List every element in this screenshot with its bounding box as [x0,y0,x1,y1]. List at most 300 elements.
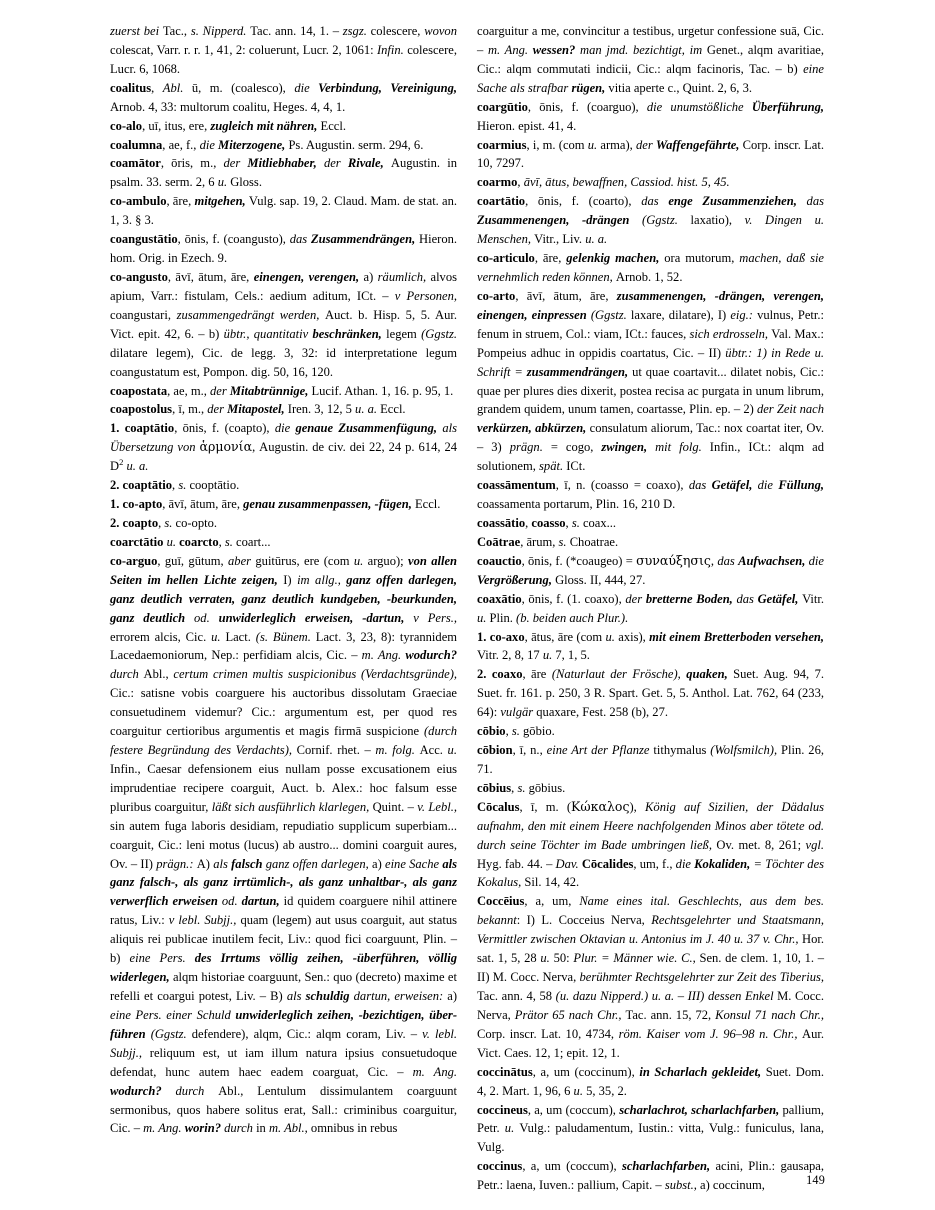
text-run-hw: Coccēius [477,894,525,909]
text-run-rm: Gloss. II, 444, 27. [555,572,646,587]
text-run-rm: , [172,478,179,493]
text-run-rm: Corp. inscr. Lat. 10, 4734, [477,1026,619,1041]
text-run-it: berühmter Rechtsgelehrter zur Zeit des Tiberius, [579,970,824,985]
text-run-rm: , ōnis, f. (coarto), [525,194,642,209]
text-run-hw: coapostolus [110,402,173,417]
dictionary-entry [477,22,824,98]
text-run-it: mit folg. [655,440,710,455]
text-run-rm: , ārum, [520,534,559,549]
text-run-rm: axis), [618,629,650,644]
text-run-rm: Plin. 26, 71. [477,743,824,776]
text-run-it: der [210,383,230,398]
dictionary-entry [477,628,824,666]
text-run-rm: in [256,1121,269,1136]
text-run-rm: ū, m. (coalesco), [191,80,295,95]
dictionary-entry [477,1101,824,1158]
text-run-bi: ganz offen darlegen, ganz deutlich verraten, ganz deutlich kundgeben, -beurkunden, ganz deutlich [110,572,457,625]
text-run-bi: Vergrößerung, [477,572,556,587]
text-run-rm: = cogo, [550,440,602,455]
text-run-it: der [323,156,348,171]
page-number: 149 [806,1173,825,1187]
text-run-rm: arma), [600,137,636,152]
text-run-rm: defendere), alqm, Cic.: alqm coram, Liv. – [191,1026,423,1041]
text-run-rm: , āvī, ātum, āre, [162,497,244,512]
text-run-it: als [213,856,232,871]
text-run-bi: Füllung, [778,478,824,493]
dictionary-entry [477,533,824,552]
text-run-it: Dav. [555,856,582,871]
text-run-bi: Zusammendrängen, [310,232,420,247]
text-run-gk: συναύξησις [636,552,711,568]
dictionary-entry [110,552,457,1139]
text-run-bi: von allen Seiten im hellen Lichte zeigen, [110,553,457,587]
text-run-hw: coangustātio [110,232,178,247]
text-run-it: die [274,421,296,436]
text-run-hw: co-angusto [110,269,168,284]
text-run-it: v Pers., [413,610,457,625]
text-run-bi: Mitliebhaber, [247,156,324,171]
dictionary-entry [110,22,457,79]
text-run-rm: Plin. [489,610,517,625]
text-run-sup: 2 [119,457,124,468]
text-run-rm: A) [196,856,214,871]
text-run-rm: alvos apium, Varr.: fistulam, Cels.: aedium aditum, ICt. – [110,269,457,303]
text-run-hw: 1. co-apto [110,497,163,512]
text-run-rm: gōbio. [523,724,555,739]
dictionary-entry [110,495,457,514]
text-run-rm: alqm historiae coarguunt, Sen.: quo (decreto) maxime et refelli et coargui potest, Liv. – B) [110,970,457,1004]
text-run-rm: I) [283,572,298,587]
text-run-rm: , a, um (coccum), [522,1159,622,1174]
text-run-rm: Lucif. Athan. 1, 16. p. 95, 1. [311,383,454,398]
text-run-it: durch [110,667,144,682]
text-run-it: s. [224,534,237,549]
text-run-it: als Übersetzung von [110,421,457,455]
text-run-it: v. lebl. Subjj., [110,1026,457,1060]
text-run-rm: Vulg. sap. 19, 2. Claud. Mam. de stat. an. 1, 3. § 3. [110,194,457,228]
text-run-it: eine Sache als strafbar [477,61,824,95]
text-run-rm: , ōnis, f. (1. coaxo), [521,591,626,606]
text-run-rm: consulatum aliorum, Tac.: nox coartat iter, Ov. – 3) [477,421,824,455]
text-run-it: u. [605,629,619,644]
text-run-rm: , a, um (coccinum), [532,1064,640,1079]
text-run-bi: zusammendrängen, [526,364,633,379]
dictionary-entry [477,722,824,741]
text-run-hw: Cōcalus [477,799,520,814]
text-run-it: durch [224,1121,257,1136]
text-run-it: m. Ang. [412,1064,457,1079]
text-run-rm: , a, um, [524,894,580,909]
text-run-rm: Iren. 3, 12, 5 [287,402,356,417]
text-run-it: (Ggstz. [150,1026,192,1041]
text-run-it: (Naturlaut der Frösche), [551,667,687,682]
text-run-rm: , [158,515,165,530]
text-run-bi: enge Zusammenziehen, [668,194,807,209]
text-run-rm: Vitr. 2, 8, 17 [477,648,543,663]
text-run-rm: Lact. [225,629,256,644]
text-run-rm: Gloss. [230,175,262,190]
dictionary-entry [110,136,457,155]
text-run-it: die unumstößliche [646,99,752,114]
text-column-left [110,22,457,1142]
text-run-rm: : I) L. Cocceius Nerva, [516,913,652,928]
text-run-rm: tithymalus [653,743,711,758]
text-run-it: m. folg. [375,743,420,758]
text-run-it: m. Abl., [268,1121,311,1136]
dictionary-entry [110,382,457,401]
text-run-hw: coalumna [110,137,163,152]
text-run-it: s. [511,724,524,739]
text-run-rm: , guī, gūtum, [157,553,229,568]
text-run-hw: coarmius [477,137,527,152]
text-run-rm: acini, Plin.: gausapa, Petr.: laena, Iuven.: pallium, Capit. – [477,1159,824,1193]
text-run-it: zusammengedrängt werden, [176,307,326,322]
text-run-bi: schuldig [305,989,354,1004]
text-run-rm: cooptātio. [189,478,240,493]
text-run-rm: , ae, m., [167,383,211,398]
text-run-rm: Lact. 3, 23, 8): tyrannidem Lacedaemoniorum, Nep.: perfidiam alcis, Cic. – [110,629,458,663]
text-run-it: (Ggstz. [421,326,458,341]
text-run-it: od. [221,894,242,909]
text-run-hw: coaxātio [477,591,522,606]
text-run-it: v. Lebl., [417,799,457,814]
text-run-it: āvī, ātus, bewaffnen, Cassiod. hist. 5, 45. [523,175,730,190]
text-run-hw: coapostata [110,383,168,398]
text-run-it: im allg., [297,572,347,587]
text-run-rm: , āvī, ātum, āre, [515,288,617,303]
text-run-rm: Augustin. in psalm. 33. serm. 2, 6 [110,156,457,190]
text-run-it: das [717,553,739,568]
text-run-it: = Töchter des Kokalus, [477,856,825,890]
text-run-it: der Zeit nach [756,402,824,417]
text-run-rm: Arnob. 4, 33: multorum coalitu, Heges. 4, 4, 1. [110,99,346,114]
text-run-rm: a) [363,269,378,284]
text-run-it: u. a. [126,459,149,474]
text-run-it: der [207,402,228,417]
text-run-it: die [808,553,824,568]
text-run-rm: omnibus in rebus [310,1121,398,1136]
text-run-rm: Tac. ann. 15, 72, [625,1007,716,1022]
text-run-rm: Tac. ann. 14, 1. – [250,24,343,38]
dictionary-entry [110,400,457,419]
text-run-bi: scharlachfarben, [621,1159,716,1174]
text-run-it: (b. beiden auch Plur.). [516,610,629,625]
dictionary-entry [477,249,824,287]
text-run-it: übtr., quantitativ [223,326,313,341]
dictionary-entry [477,779,824,798]
dictionary-entry [110,79,457,117]
text-run-it: das [289,232,311,247]
text-run-rm: errorem alcis, Cic. [110,629,212,644]
text-run-rm: , āre, [534,251,567,266]
text-run-rm: co-opto. [175,515,217,530]
text-run-it: das [806,194,824,209]
text-run-rm: , ōnis, f. (coarguo), [527,99,647,114]
text-run-rm: , ī, n., [512,743,547,758]
text-run-rm: , i, m. (com [526,137,588,152]
text-run-rm: Infin., Caesar defensionem eius nullam posse excusationem eius imprudentiae recipere coarguit, Auct. b. Alex.: hoc falsum esse pluribus coarguitur, [110,761,457,814]
text-run-rm: ut quae coartavit... dilatet nobis, Cic.: quae per plures dies dixerit, postea recisa ac purgata in unum librum, grandem quidem, unum tamen, coartasse, Plin. ep. – 2) [477,364,824,417]
text-run-it: u. [211,629,226,644]
text-run-it: (Wolfsmilch), [710,743,782,758]
text-run-it: prägn. [509,440,551,455]
text-run-rm: Cornif. rhet. – [296,743,376,758]
text-run-it: vgl. [805,837,824,852]
text-run-it: u. [477,610,490,625]
text-run-it: Plur. = Männer wie. C., [573,951,700,966]
text-run-it: der [635,137,656,152]
dictionary-entry [477,173,824,192]
text-run-rm: Eccl. [414,497,441,512]
text-run-rm: , uī, itus, ere, [142,118,211,133]
text-run-bi: verkürzen, abkürzen, [477,421,590,436]
text-run-rm: dilatare legem), Cic. de legg. 3, 32: id interpretatione legum coangustatum est, Pompon. dig. 50, 16, 120. [110,345,457,379]
text-run-it: u. [573,1083,587,1098]
text-run-it: läßt sich ausführlich klarlegen, [211,799,373,814]
text-run-rm: , āvī, ātum, āre, [167,269,254,284]
text-run-it: eine Art der Pflanze [546,743,654,758]
text-run-bi: zusammenengen, -drängen, verengen, einengen, einpressen [477,288,824,322]
text-run-bi: dartun, [241,894,284,909]
text-run-rm: Val. Max.: Pompeius adhuc in oppidis coartatus, Cic. – II) [477,326,824,360]
dictionary-entry [110,230,457,268]
text-run-bi: falsch [231,856,266,871]
text-run-rm: reliquum est, ut iam illum natura ipsius consuetudoque defendat, hunc autem haec eadem coarguat, Cic. – [110,1045,457,1079]
text-run-bi: wessen? [532,42,581,57]
text-run-hw: cōbio [477,724,506,739]
text-run-it: aber [228,553,256,568]
text-run-it: Name eines ital. Geschlechts, aus dem bes. bekannt [477,894,824,928]
text-run-rm: , ōnis, f. (*coaugeo) = [521,553,637,568]
text-run-rm: guitūrus, ere (com [255,553,354,568]
text-run-rm: colescat, Varr. r. r. 1, 41, 2: coluerunt, Lucr. 2, 1061: [110,42,377,57]
text-run-rm: Choatrae. [569,534,619,549]
text-run-rm: coarguitur a me, convincitur a testibus, urgetur confessione suā, Cic. – [477,24,824,57]
text-run-hw: coargūtio [477,99,528,114]
text-run-it: sich erdrosseln, [689,326,772,341]
text-run-it: u. [166,534,180,549]
text-run-rm: ), [629,799,646,814]
text-run-it: Rechtsgelehrter und Staatsmann, Vermittler zwischen Oktavian u. Antonius im J. 40 u. 37 v. Chr., [477,913,824,947]
text-run-rm: , [511,780,518,795]
text-run-it: die [757,478,779,493]
text-run-rm: ICt. [566,459,586,474]
text-run-it: u. [540,951,554,966]
text-run-it: s. [178,478,190,493]
text-run-rm: legem [386,326,422,341]
text-run-it: röm. Kaiser vom J. 96–98 n. Chr., [618,1026,803,1041]
text-run-bi: quaken, [686,667,734,682]
dictionary-entry [477,1063,824,1101]
text-run-rm: gōbius. [528,780,566,795]
text-run-it: s. [571,515,583,530]
text-run-it: prägn.: [156,856,197,871]
text-run-rm: Ps. Augustin. serm. 294, 6. [288,137,424,152]
text-run-it: ganz offen darlegen, [265,856,372,871]
text-run-it: durch [175,1083,219,1098]
text-run-bi: genaue Zusammenfügung, [295,421,443,436]
text-run-it: u. [504,1121,520,1136]
text-run-rm: quam (legem) aut usus coarguit, aut status aliquis rei publicae inutilem fecit, Liv.: quod fici coarguunt, Plin. – b) [110,913,457,966]
text-run-bi: genau zusammenpassen, -fügen, [243,497,415,512]
dictionary-entry [110,154,457,192]
text-run-it: subst., [664,1178,701,1193]
text-run-it: Konsul 71 nach Chr., [715,1007,825,1022]
text-run-rm: , āre, [166,194,195,209]
text-run-rm: coangustari, [110,307,177,322]
text-run-it: v lebl. Subjj., [168,913,241,928]
text-run-rm: colescere, Lucr. 6, 1068. [110,42,457,76]
text-run-rm: , [517,175,524,190]
text-run-it: v. Dingen u. Menschen, [477,213,824,247]
text-run-hw: 2. coaxo [477,667,523,682]
text-run-rm: Cic.: satisne vobis coarguere his auctoribus dissolutam Graeciae consuetudinem videmur? Cic.: argumentum est, per quod res coarguitur certioribus argumentis et magis firmā suspicione [110,686,457,739]
text-run-it: vulgär [500,705,537,720]
text-run-rm: Quint. – [372,799,418,814]
dictionary-entry [110,514,457,533]
text-run-it: certum crimen multis suspicionibus (Verdachtsgründe), [173,667,458,682]
text-run-bi: mitgehen, [194,194,249,209]
text-run-rm: Auct. b. Hisp. 5, 5. Aur. Vict. epit. 42, 6. – b) [110,307,457,341]
dictionary-entry [110,268,457,382]
text-run-it: v Personen, [394,288,458,303]
text-run-bi: Verbindung, Vereinigung, [318,80,458,95]
text-run-rm: Acc. [419,743,448,758]
text-run-rm: pallium, Petr. [477,1102,824,1136]
text-run-rm: Tac. ann. 4, 58 [477,989,556,1004]
text-run-rm: Abl., Lentulum dissimulantem coarguunt sermonibus, quos habere solitus erat, Sall.: criminibus coarguitur, Cic. – [110,1083,458,1136]
text-run-it: od. [194,610,219,625]
text-run-it: dartun, erweisen: [353,989,448,1004]
text-run-hw: cōbius [477,780,512,795]
text-run-it: u. [217,175,231,190]
text-run-it: der [223,156,248,171]
text-run-it: eine Pers. einer Schuld [110,1007,236,1022]
text-run-it: zuerst bei [110,24,163,38]
text-run-bi: rügen, [571,80,609,95]
text-run-bi: zugleich mit nähren, [210,118,321,133]
text-run-bi: gelenkig machen, [566,251,665,266]
text-run-rm: ora mutorum, [664,251,740,266]
dictionary-entry [477,287,824,476]
text-run-rm: colescere, [370,24,425,38]
text-run-rm: , ī, n. (coasso = coaxo), [555,478,689,493]
text-run-rm: sin autem fuga laboris desidiam, repudiatio supplicum superbiam... coarguit, Cic.: leni motus (lucus) ab austro... domini coarguit aures, Ov. – II) [110,818,457,871]
text-run-rm: Eccl. [380,402,406,417]
text-run-it: Infin. [376,42,408,57]
text-run-it: machen, daß sie vernehmlich reden können, [477,251,825,284]
text-run-rm: 7, 1, 5. [555,648,590,663]
text-run-hw: co-alo [110,118,143,133]
text-run-hw: Cōcalides [581,856,634,871]
dictionary-entry [110,476,457,495]
text-run-rm: 50: [553,951,574,966]
text-run-gk: Κώκαλος [571,798,630,814]
text-run-it: die [675,856,695,871]
text-run-it: das [688,478,712,493]
text-run-bi: wodurch? [405,648,458,663]
dictionary-entry [110,419,457,476]
text-run-it: m. Ang. [143,1121,185,1136]
text-run-gk: ἁρμονία [199,439,253,455]
dictionary-entry [477,514,824,533]
text-run-it: s. Nipperd. [190,24,251,38]
dictionary-entry [110,117,457,136]
text-run-it: König auf Sizilien, der Dädalus aufnahm, den mit einem Heere nachfolgenden Minos aber tötete od. durch seine Töchter im Bade umbringen ließ, [477,799,824,852]
dictionary-entry [477,741,824,779]
text-run-hw: coassātio [477,515,526,530]
text-run-hw: Coātrae [477,534,521,549]
text-run-bi: bretterne Boden, [645,591,737,606]
text-run-rm: Arnob. 1, 52. [615,269,683,284]
text-run-it: übtr.: 1) in Rede u. Schrift = [477,345,824,379]
text-run-rm: , a, um (coccum), [527,1102,620,1117]
text-run-bi: Zusammenengen, -drängen [477,213,643,228]
text-run-rm: coart... [236,534,271,549]
text-run-rm: Eccl. [320,118,346,133]
text-run-hw: coccineus [477,1102,528,1117]
text-run-rm: vulnus, Petr.: fenum in struem, Col.: viam, ICt.: fauces, [477,307,824,341]
text-run-rm: M. Cocc. Nerva, [477,989,824,1022]
text-run-rm: , [151,80,163,95]
text-run-hw: 1. co-axo [477,629,525,644]
text-run-it: u. a. [585,232,608,247]
text-run-bi: in Scharlach gekleidet, [639,1064,766,1079]
text-run-rm: , [218,534,225,549]
text-run-rm: Ov. met. 8, 261; [716,837,806,852]
dictionary-entry [477,590,824,628]
text-run-it: das [736,591,758,606]
text-run-rm: , āre [522,667,552,682]
text-run-rm: coassamenta portarum, Plin. 16, 210 D. [477,497,676,512]
text-run-rm: id quidem coarguere nihil attinere ratus, Liv.: [110,894,457,928]
text-run-rm: Hieron. hom. Orig. in Ezech. 9. [110,232,458,266]
dictionary-entry [477,665,824,722]
text-run-it: räumlich, [377,269,431,284]
text-run-it: (durch festere Begründung des Verdachts), [110,724,457,758]
text-run-bi: Waffengefährte, [655,137,743,152]
text-run-it: u. [587,137,601,152]
text-run-rm: , ae, f., [162,137,200,152]
text-run-it: s. [517,780,529,795]
text-run-it: die [294,80,319,95]
text-run-hw: co-arguo [110,553,158,568]
text-run-hw: 2. coaptātio [110,478,173,493]
text-run-hw: coartātio [477,194,526,209]
text-run-rm: Vitr., Liv. [534,232,586,247]
text-run-bi: Kokaliden, [694,856,754,871]
text-run-hw: coasso [531,515,566,530]
text-run-bi: Getäfel, [711,478,758,493]
text-run-bi: wodurch? [110,1083,176,1098]
text-run-rm: Vitr. [802,591,824,606]
text-run-rm: , [525,515,532,530]
text-run-rm: Hieron. epist. 41, 4. [477,118,577,133]
text-run-it: man jmd. bezichtigt, im [580,42,707,57]
text-run-it: (Ggstz. [642,213,691,228]
text-run-bi: als ganz falsch-, als ganz irrtümlich-, als ganz unhaltbar-, als ganz verwerflich erweisen [110,856,457,909]
text-run-rm: Hor. sat. 1, 5, 28 [477,932,824,966]
text-run-hw: 2. coapto [110,515,159,530]
text-run-rm: , ātus, āre (com [524,629,606,644]
text-run-rm: laxatio), [690,213,745,228]
text-run-hw: cōbion [477,743,513,758]
text-run-rm: , Augustin. de civ. dei 22, 24 p. 614, 24 D [110,440,457,474]
text-run-rm: Sen. de clem. 1, 10, 1. – II) M. Cocc. Nerva, [477,951,825,985]
dictionary-entry [477,1157,824,1195]
text-run-hw: co-arto [477,288,516,303]
text-run-bi: Getäfel, [757,591,803,606]
